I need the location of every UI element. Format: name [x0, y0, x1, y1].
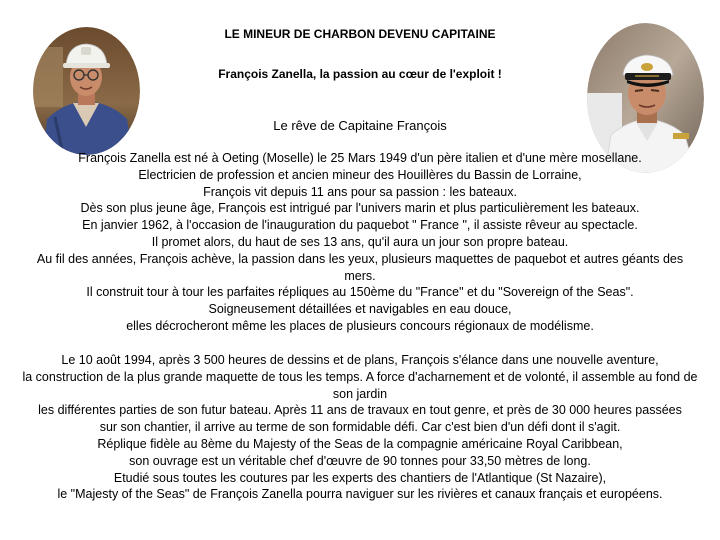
- bio-line: Au fil des années, François achève, la passion dans les yeux, plusieurs maquettes de paquebot et autres géants des mers.: [36, 251, 684, 283]
- bio-line: sur son chantier, il arrive au terme de son formidable défi. Car c'est bien d'un défi dont il s'agit.: [99, 420, 621, 435]
- bio-line: Dès son plus jeune âge, François est intrigué par l'univers marin et plus particulièrement les bateaux.: [80, 201, 640, 216]
- bio-line: la construction de la plus grande maquette de tous les temps. A force d'acharnement et de volonté, il assemble au fond de son jardin: [22, 369, 698, 401]
- bio-line: En janvier 1962, à l'occasion de l'inauguration du paquebot " France ", il assiste rêveur au spectacle.: [82, 218, 638, 233]
- bio-line: Etudié sous toutes les coutures par les experts des chantiers de l'Atlantique (St Nazaire),: [113, 470, 607, 485]
- bio-line: les différentes parties de son futur bateau. Après 11 ans de travaux en tout genre, et près de 30 000 heures passées: [38, 403, 682, 418]
- bio-line: Le 10 août 1994, après 3 500 heures de dessins et de plans, François s'élance dans une nouvelle aventure,: [61, 353, 659, 367]
- bio-line: Réplique fidèle au 8ème du Majesty of the Seas de la compagnie américaine Royal Caribbean,: [97, 436, 623, 451]
- bio-line: Soigneusement détaillées et navigables en eau douce,: [208, 302, 512, 317]
- bio-line: son ouvrage est un véritable chef d'œuvre de 90 tonnes pour 33,50 mètres de long.: [129, 453, 591, 468]
- bio-line: François vit depuis 11 ans pour sa passion : les bateaux.: [203, 184, 517, 199]
- bio-line: elles décrocheront même les places de plusieurs concours régionaux de modélisme.: [126, 318, 594, 333]
- page-title: LE MINEUR DE CHARBON DEVENU CAPITAINE: [224, 27, 496, 41]
- miner-portrait: [33, 27, 140, 155]
- bio-line: Il construit tour à tour les parfaites répliques au 150ème du "France" et du "Sovereign of the Seas".: [86, 285, 634, 300]
- page-subtitle: François Zanella, la passion au cœur de l'exploit !: [218, 67, 502, 81]
- bio-line: François Zanella est né à Oeting (Moselle) le 25 Mars 1949 d'un père italien et d'une mère mosellane.: [78, 151, 642, 165]
- biography-paragraph-2: [20, 352, 700, 503]
- biography-paragraph-1: [20, 150, 700, 335]
- bio-line: Electricien de profession et ancien mineur des Houillères du Bassin de Lorraine,: [138, 167, 582, 182]
- bio-line: le "Majesty of the Seas" de François Zanella pourra naviguer sur les rivières et canaux français et européens.: [57, 487, 663, 502]
- section-heading: Le rêve de Capitaine François: [273, 118, 447, 133]
- bio-line: Il promet alors, du haut de ses 13 ans, qu'il aura un jour son propre bateau.: [151, 234, 569, 249]
- miner-photo: [33, 27, 140, 155]
